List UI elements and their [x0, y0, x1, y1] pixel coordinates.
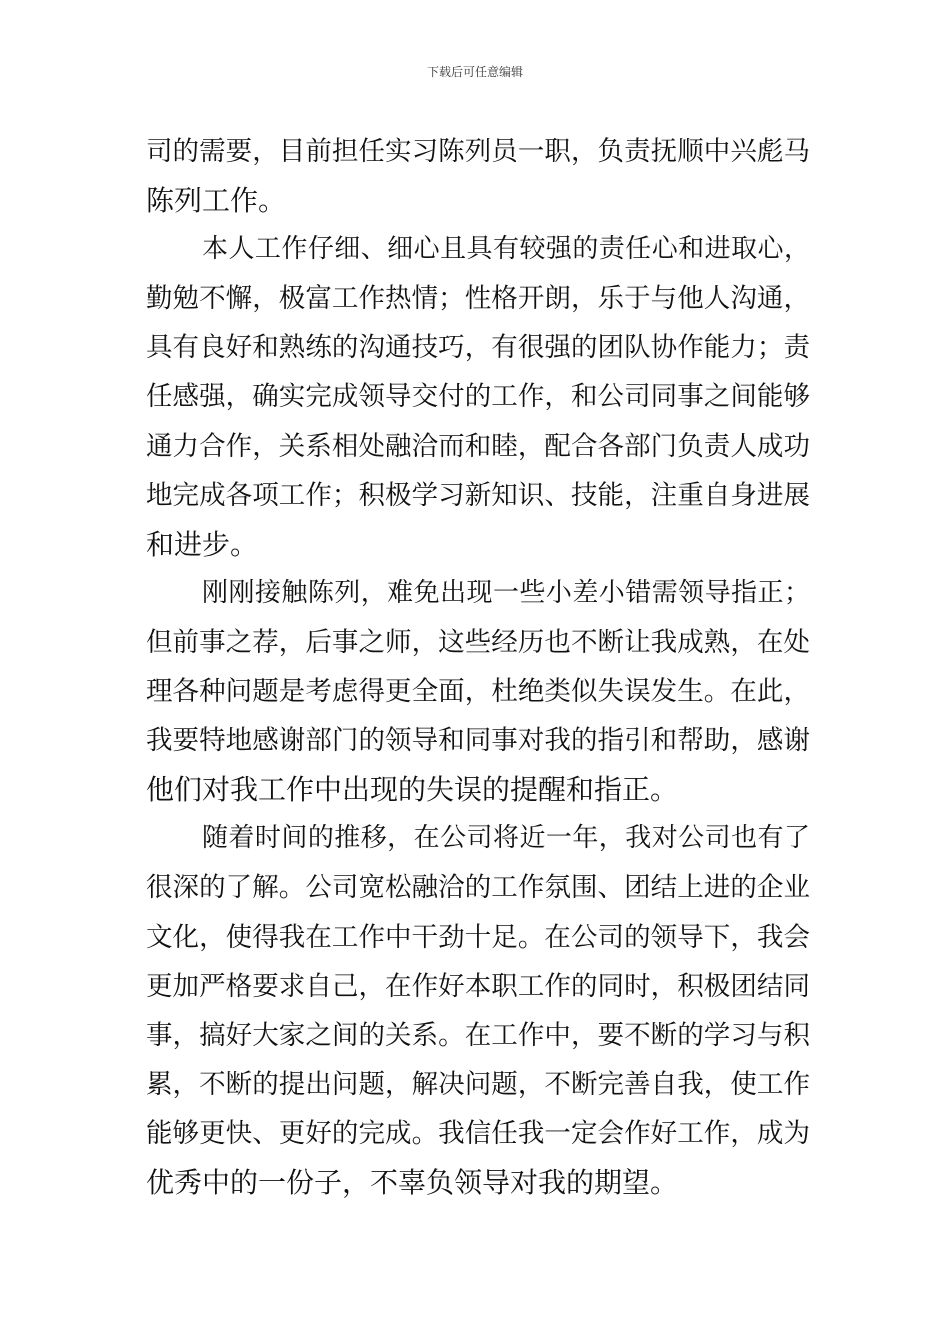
text-line: 勤勉不懈，极富工作热情；性格开朗，乐于与他人沟通， [146, 283, 810, 315]
page-header: 下载后可任意编辑 [426, 65, 523, 79]
text-line: 事，搞好大家之间的关系。在工作中，要不断的学习与积 [146, 1019, 810, 1051]
text-line: 具有良好和熟练的沟通技巧，有很强的团队协作能力；责 [146, 332, 810, 364]
text-line: 理各种问题是考虑得更全面，杜绝类似失误发生。在此， [146, 676, 810, 708]
text-line: 刚刚接触陈列，难免出现一些小差小错需领导指正； [202, 577, 810, 608]
text-line: 任感强，确实完成领导交付的工作，和公司同事之间能够 [146, 381, 810, 413]
text-line: 文化，使得我在工作中干劲十足。在公司的领导下，我会 [146, 921, 810, 953]
text-line: 很深的了解。公司宽松融洽的工作氛围、团结上进的企业 [146, 872, 810, 904]
text-line: 通力合作，关系相处融洽而和睦，配合各部门负责人成功 [146, 430, 810, 462]
text-line: 陈列工作。 [146, 184, 287, 218]
text-line: 随着时间的推移，在公司将近一年，我对公司也有了 [202, 823, 810, 854]
text-line: 司的需要，目前担任实习陈列员一职，负责抚顺中兴彪马 [146, 136, 810, 167]
text-line: 地完成各项工作；积极学习新知识、技能，注重自身进展 [146, 479, 810, 511]
text-line: 和进步。 [146, 527, 259, 561]
text-line: 优秀中的一份子，不辜负领导对我的期望。 [146, 1165, 679, 1199]
text-line: 能够更快、更好的完成。我信任我一定会作好工作，成为 [146, 1117, 810, 1149]
text-line: 他们对我工作中出现的失误的提醒和指正。 [146, 773, 679, 807]
text-line: 累，不断的提出问题，解决问题，不断完善自我，使工作 [146, 1068, 810, 1100]
text-line: 但前事之荐，后事之师，这些经历也不断让我成熟，在处 [146, 626, 810, 658]
text-line: 更加严格要求自己，在作好本职工作的同时，积极团结同 [146, 970, 810, 1002]
text-line: 我要特地感谢部门的领导和同事对我的指引和帮助，感谢 [146, 725, 810, 757]
text-line: 本人工作仔细、细心且具有较强的责任心和进取心， [202, 234, 810, 265]
document-body [146, 127, 810, 1207]
